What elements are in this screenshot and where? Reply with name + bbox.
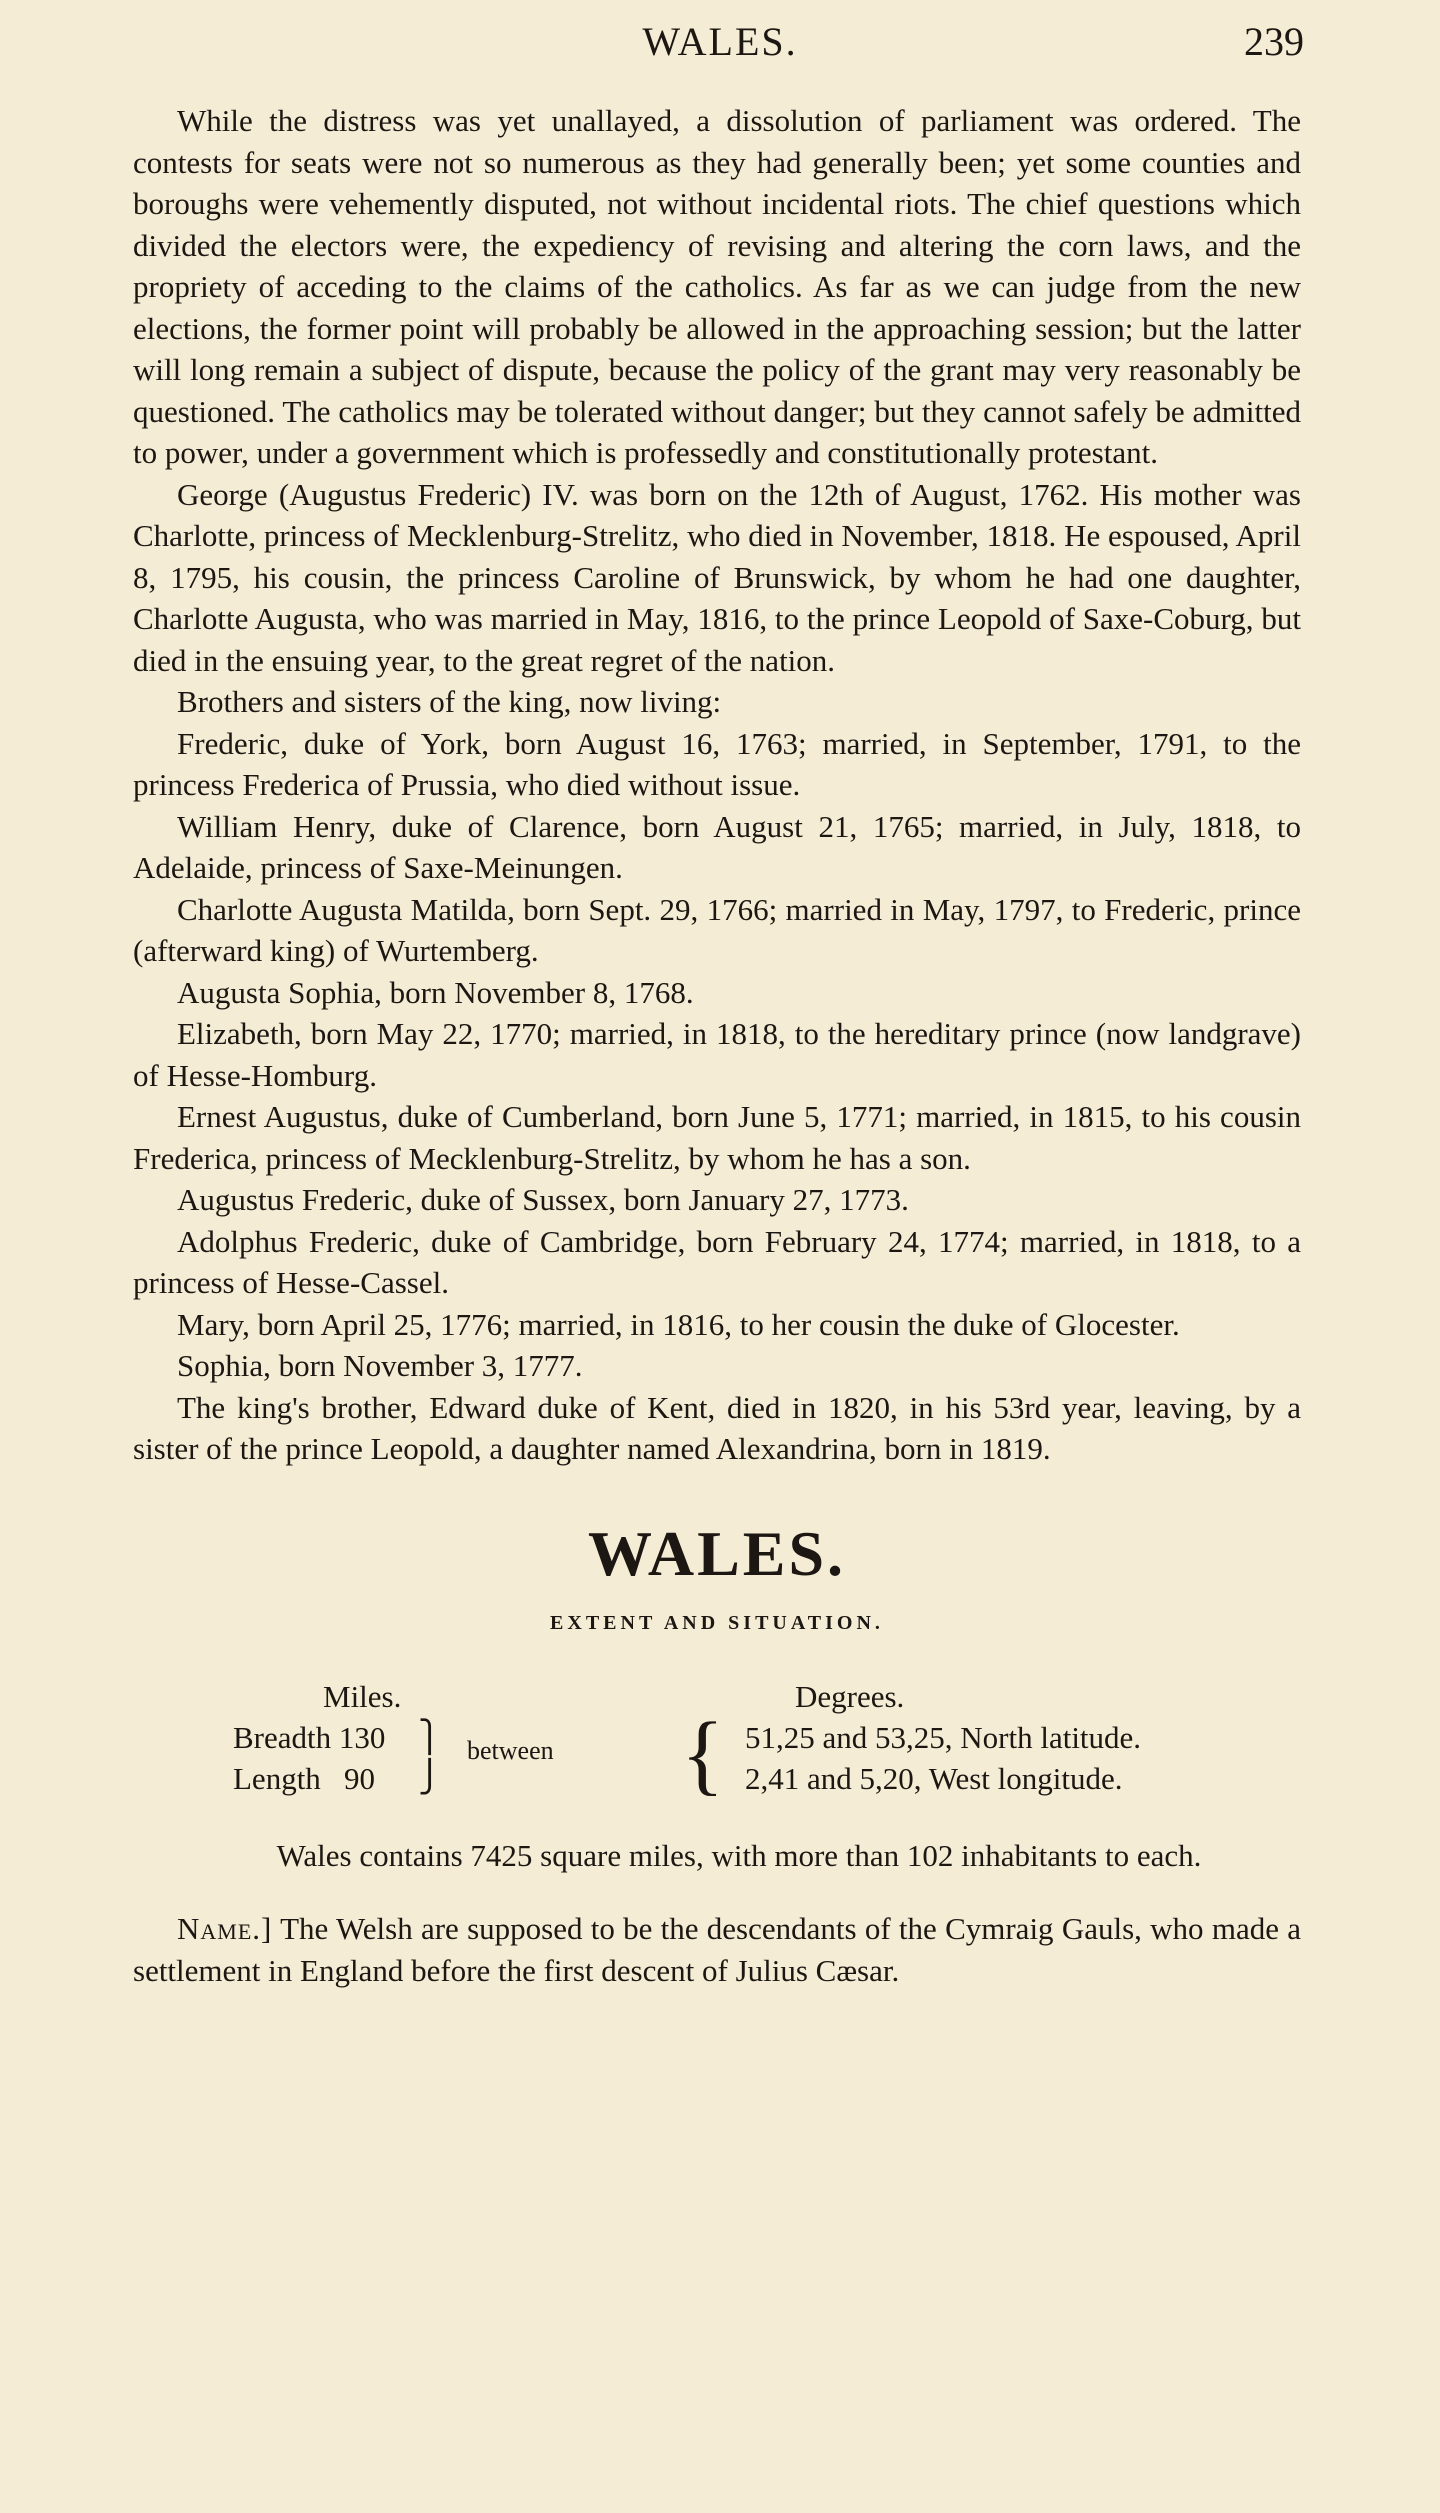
paragraph-augustus: Augustus Frederic, duke of Sussex, born January 27, 1773.	[177, 1182, 909, 1217]
paragraph-frederic: Frederic, duke of York, born August 16, 1763; married, in September, 1791, to the princess Frederica of Prussia, who died without issue.	[133, 725, 1301, 802]
running-header	[0, 18, 1440, 68]
right-brace-icon: {	[681, 1704, 725, 1804]
paragraph-charlotte: Charlotte Augusta Matilda, born Sept. 29, 1766; married in May, 1797, to Frederic, prince (afterward king) of Wurtemberg.	[133, 891, 1301, 968]
paragraph-augusta: Augusta Sophia, born November 8, 1768.	[177, 974, 694, 1010]
left-brace-top-icon: ⎫	[418, 1718, 442, 1754]
paragraph-mary: Mary, born April 25, 1776; married, in 1816, to her cousin the duke of Glocester.	[177, 1306, 1180, 1342]
paragraph-william-henry: William Henry, duke of Clarence, born August 21, 1765; married, in July, 1818, to Adelaide, princess of Saxe-Meinungen.	[133, 808, 1301, 885]
section-title: WALES.	[587, 1517, 847, 1589]
running-title: WALES.	[642, 19, 798, 64]
longitude-range: 2,41 and 5,20, West longitude.	[745, 1760, 1123, 1796]
paragraph-sophia: Sophia, born November 3, 1777.	[177, 1348, 583, 1383]
paragraph-elizabeth: Elizabeth, born May 22, 1770; married, in 1818, to the hereditary prince (now landgrave) of Hesse-Homburg.	[133, 1016, 1301, 1093]
degrees-column-header: Degrees.	[795, 1678, 905, 1714]
paragraph-dissolution: While the distress was yet unallayed, a dissolution of parliament was ordered. The contests for seats were not so numerous as they had generally been; yet some counties and boroughs were vehemently disputed, not without incidental riots. The chief questions which divided the electors were, the expediency of revising and altering the corn laws, and the propriety of acceding to the claims of the catholics. As far as we can judge from the new elections, the former point will probably be allowed in the approaching session; but the latter will long remain a subject of dispute, because the policy of the grant may very reasonably be questioned. The catholics may be tolerated without danger; but they cannot safely be admitted to power, under a government which is professedly and constitutionally protestant.	[133, 103, 1301, 470]
paragraph-siblings-intro: Brothers and sisters of the king, now living:	[177, 684, 722, 719]
area-statement: Wales contains 7425 square miles, with more than 102 inhabitants to each.	[276, 1837, 1202, 1873]
name-text: The Welsh are supposed to be the descendants of the Cymraig Gauls, who made a settlement in England before the first descent of Julius Cæsar.	[133, 1911, 1301, 1988]
breadth-row-label: Breadth 130	[233, 1719, 386, 1755]
miles-column-header: Miles.	[323, 1678, 402, 1714]
paragraph-edward-kent: The king's brother, Edward duke of Kent, died in 1820, in his 53rd year, leaving, by a sister of the prince Leopold, a daughter named Alexandrina, born in 1819.	[133, 1389, 1301, 1466]
paragraph-adolphus: Adolphus Frederic, duke of Cambridge, born February 24, 1774; married, in 1818, to a princess of Hesse-Cassel.	[133, 1223, 1301, 1300]
section-subtitle: EXTENT AND SITUATION.	[550, 1611, 884, 1634]
paragraph-george-iv: George (Augustus Frederic) IV. was born on the 12th of August, 1762. His mother was Charlotte, princess of Mecklenburg-Strelitz, who died in November, 1818. He espoused, April 8, 1795, his cousin, the princess Caroline of Brunswick, by whom he had one daughter, Charlotte Augusta, who was married in May, 1816, to the prince Leopold of Saxe-Coburg, but died in the ensuing year, to the great regret of the nation.	[133, 476, 1301, 678]
latitude-range: 51,25 and 53,25, North latitude.	[745, 1719, 1142, 1755]
text-column	[133, 100, 1301, 1991]
left-brace-bottom-icon: ⎭	[418, 1758, 442, 1794]
length-row-label: Length 90	[233, 1760, 376, 1796]
page-number: 239	[1244, 19, 1304, 64]
extent-table	[133, 1679, 1301, 1813]
name-paragraph	[133, 1908, 1301, 1991]
between-label: between	[467, 1735, 554, 1765]
paragraph-ernest: Ernest Augustus, duke of Cumberland, born June 5, 1771; married, in 1815, to his cousin Frederica, princess of Mecklenburg-Strelitz, by whom he has a son.	[133, 1099, 1301, 1176]
name-label: Name.]	[177, 1911, 273, 1946]
